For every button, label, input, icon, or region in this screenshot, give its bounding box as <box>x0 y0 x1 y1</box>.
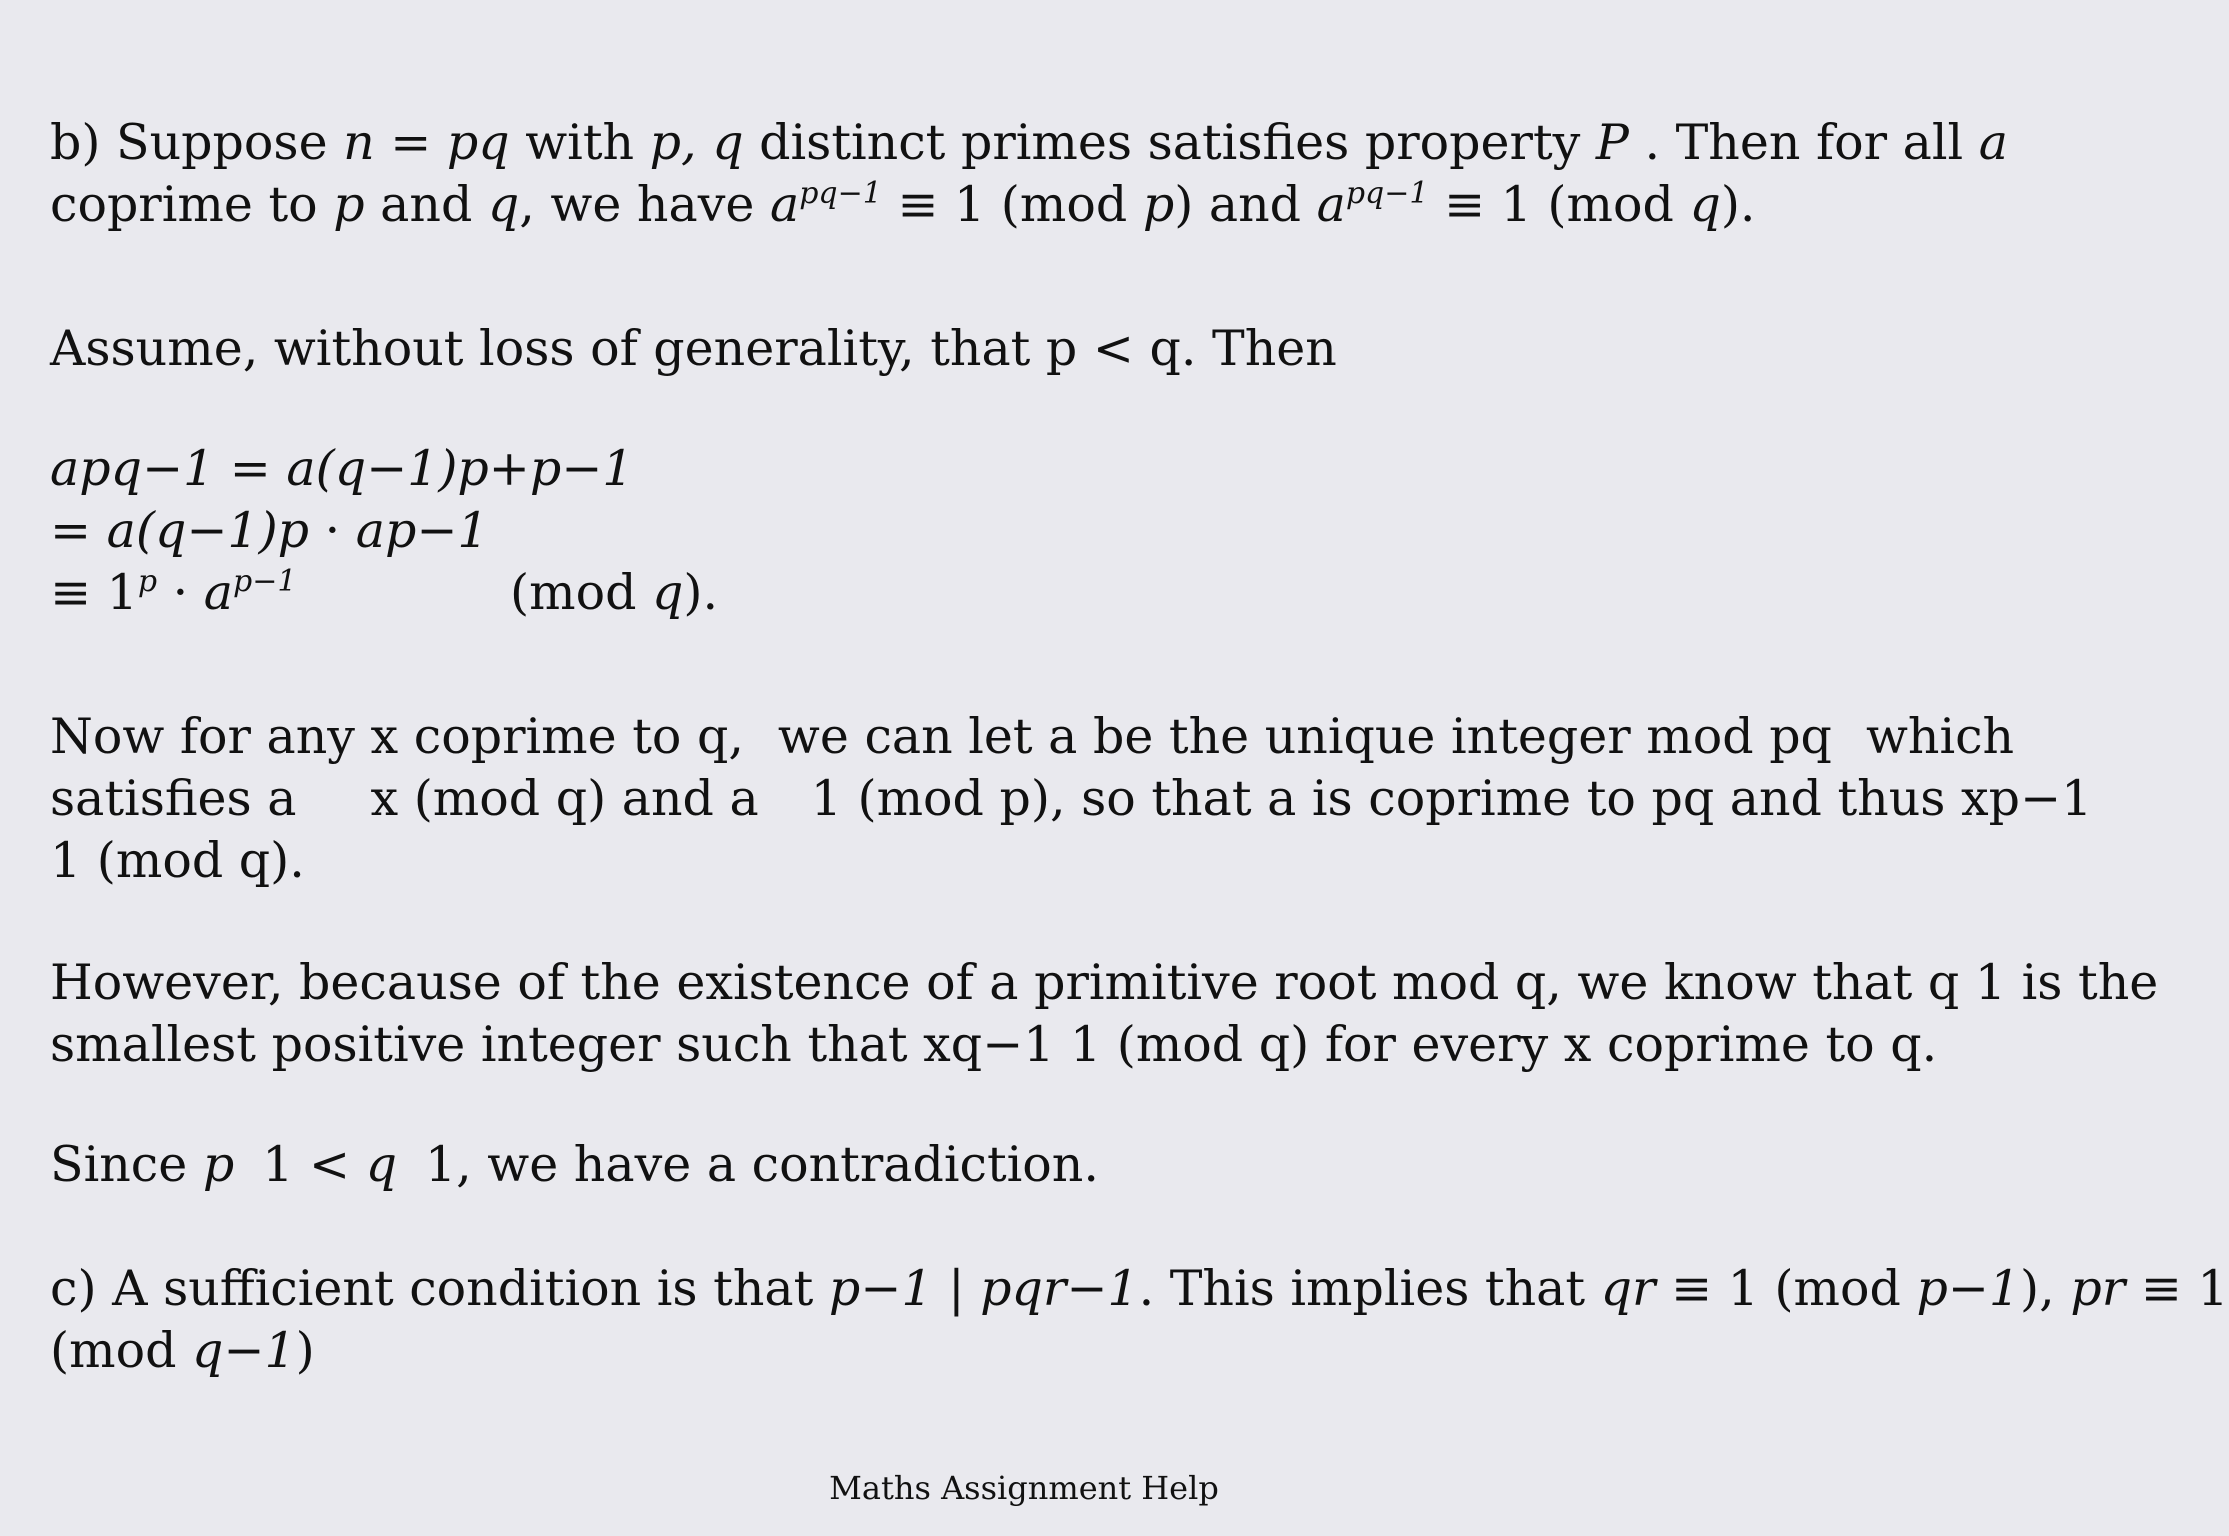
text: ). <box>683 564 719 621</box>
now-paragraph <box>50 706 2093 892</box>
text: ≡ 1 (mod <box>881 176 1143 233</box>
math-expr: p−1 <box>1916 1260 2021 1317</box>
math-q: q <box>652 564 684 621</box>
now-line-3: 1 (mod q). <box>50 832 305 889</box>
math-p: p <box>333 176 365 233</box>
text: (mod <box>510 564 653 621</box>
text: c) A sufficient condition is that <box>50 1260 829 1317</box>
however-line-2: smallest positive integer such that xq−1 1 (mod q) for every x coprime to q. <box>50 1016 1938 1073</box>
math-pq: pq <box>446 114 510 171</box>
text: , we have <box>519 176 770 233</box>
text: coprime to <box>50 176 334 233</box>
math-p: p <box>1142 176 1175 233</box>
text: · <box>309 502 356 559</box>
text: ≡ 1 (mod <box>1428 176 1690 233</box>
text: . Then for all <box>1628 114 1979 171</box>
since-paragraph <box>50 1134 2010 1196</box>
text: b) Suppose <box>50 114 344 171</box>
however-line-1: However, because of the existence of a primitive root mod q, we know that q 1 is the <box>50 954 2159 1011</box>
derivation-line-3 <box>50 562 2010 624</box>
math-p-q: p, q <box>649 114 744 171</box>
text: ≡ 1 <box>50 564 138 621</box>
math-a: a <box>1316 176 1346 233</box>
exponent: pq−1 <box>799 176 882 211</box>
text: | <box>932 1260 981 1317</box>
exponent: p−1 <box>232 564 297 599</box>
part-b-line-1 <box>50 112 2010 174</box>
text: ) and <box>1174 176 1317 233</box>
math-q: q <box>365 1136 397 1193</box>
text: Since <box>50 1136 203 1193</box>
part-c-line-1 <box>50 1258 2229 1320</box>
however-paragraph <box>50 952 2159 1076</box>
part-b-line-2 <box>50 174 2010 236</box>
math-p: p <box>202 1136 235 1193</box>
math-pr: pr <box>2070 1260 2126 1317</box>
part-c-line-2 <box>50 1320 2010 1382</box>
text: which <box>1865 708 2015 765</box>
derivation-block <box>50 438 2010 624</box>
math-expr: ap−1 <box>355 502 489 559</box>
text: ≡ 1 <box>2125 1260 2229 1317</box>
text: . This implies that <box>1138 1260 1601 1317</box>
now-line-1 <box>50 706 2015 768</box>
math-expr: a(q−1)p <box>106 502 310 559</box>
text: ). <box>1720 176 1756 233</box>
math-q: q <box>487 176 520 233</box>
math-expr: q−1 <box>192 1322 296 1379</box>
math-a: a <box>203 564 233 621</box>
part-c-paragraph <box>50 1258 2229 1382</box>
math-n: n <box>343 114 375 171</box>
math-expr: p−1 <box>828 1260 933 1317</box>
footer-text: Maths Assignment Help <box>829 1469 1219 1507</box>
part-b-paragraph <box>50 112 2010 236</box>
text: Now for any x coprime to q, <box>50 708 744 765</box>
text: ), <box>2020 1260 2071 1317</box>
derivation-line-2 <box>50 500 2010 562</box>
now-line-2 <box>50 768 2093 830</box>
text: · <box>157 564 204 621</box>
math-expr: pqr−1 <box>980 1260 1139 1317</box>
math-a: a <box>769 176 800 233</box>
text: x (mod q) and a <box>370 770 759 827</box>
text: 1 < <box>262 1136 366 1193</box>
text: = <box>50 502 107 559</box>
text: ) <box>295 1322 315 1379</box>
exponent: p <box>137 564 158 599</box>
text: we can let a be the unique integer mod pq <box>777 708 1832 765</box>
derivation-line-1: apq−1 = a(q−1)p+p−1 <box>50 440 634 497</box>
text: ≡ 1 (mod <box>1655 1260 1917 1317</box>
text: distinct primes satisfies property <box>743 114 1596 171</box>
text: with <box>509 114 650 171</box>
assume-paragraph <box>50 318 2010 380</box>
text: 1, we have a contradiction. <box>424 1136 1099 1193</box>
text: (mod <box>50 1322 193 1379</box>
text: = <box>374 114 447 171</box>
text: and <box>364 176 488 233</box>
text: 1 (mod p), so that a is coprime to pq and thus xp−1 <box>810 770 2093 827</box>
math-qr: qr <box>1600 1260 1656 1317</box>
math-a: a <box>1978 114 2008 171</box>
assume-text: Assume, without loss of generality, that p < q. Then <box>50 320 1337 377</box>
math-q: q <box>1689 176 1721 233</box>
exponent: pq−1 <box>1345 176 1429 211</box>
since-line <box>50 1134 2010 1196</box>
math-property-p: P <box>1595 114 1629 171</box>
mod-q-note <box>510 562 718 624</box>
text: satisfies a <box>50 770 297 827</box>
